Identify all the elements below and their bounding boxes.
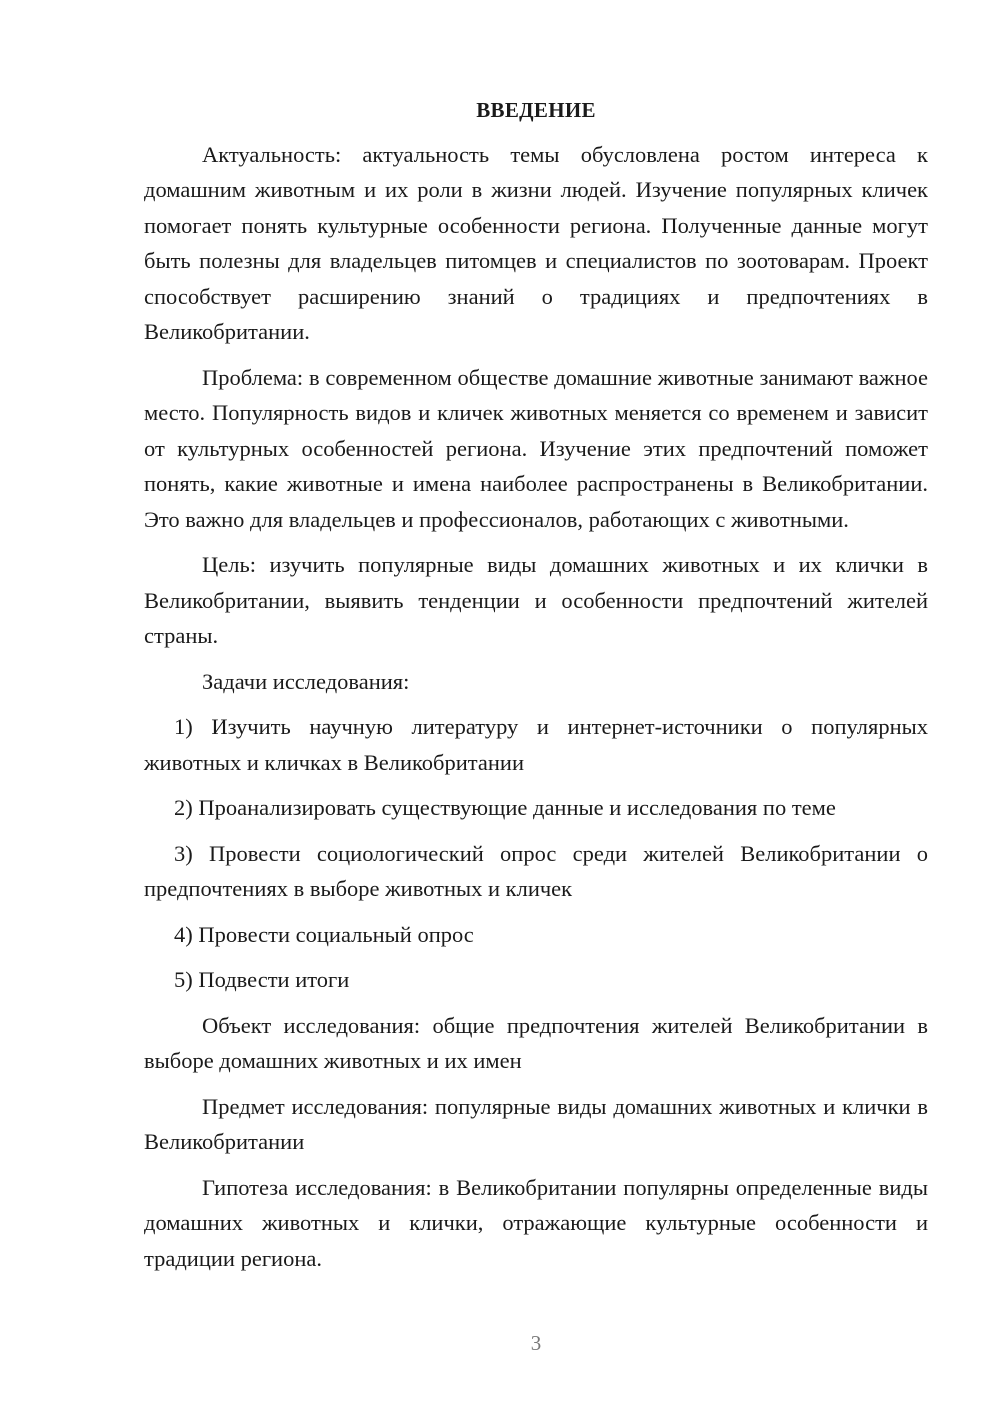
paragraph-hypothesis: Гипотеза исследования: в Великобритании популярны определенные виды домашних животных и клички, отражающие культурные особенности и традиции региона. xyxy=(144,1174,928,1271)
page-title: ВВЕДЕНИЕ xyxy=(476,98,596,122)
paragraph-problem: Проблема: в современном обществе домашние животные занимают важное место. Популярность видов и кличек животных меняется со временем и зависит от культурных особенностей региона. Изучение этих предпочтений поможет понять, какие животные и имена наиболее распространены в Великобритании. Это важно для владельцев и профессионалов, работающих с животными. xyxy=(144,364,928,532)
paragraph-object: Объект исследования: общие предпочтения жителей Великобритании в выборе домашних животных и их имен xyxy=(144,1012,928,1073)
paragraph-goal: Цель: изучить популярные виды домашних животных и их клички в Великобритании, выявить тенденции и особенности предпочтений жителей страны. xyxy=(144,552,928,648)
paragraph-relevance: Актуальность: актуальность темы обусловлена ростом интереса к домашним животным и их роли в жизни людей. Изучение популярных кличек помогает понять культурные особенности региона. Полученные данные могут быть полезны для владельцев питомцев и специалистов по зоотоварам. Проект способствует расширению знаний о традициях и предпочтениях в Великобритании. xyxy=(144,141,928,344)
task-item-3: 3) Провести социологический опрос среди жителей Великобритании о предпочтениях в выборе животных и кличек xyxy=(144,840,928,901)
paragraph-subject: Предмет исследования: популярные виды домашних животных и клички в Великобритании xyxy=(144,1093,928,1154)
tasks-heading: Задачи исследования: xyxy=(202,668,410,694)
task-item-5: 5) Подвести итоги xyxy=(174,967,350,992)
task-item-2: 2) Проанализировать существующие данные и исследования по теме xyxy=(174,795,836,820)
page-body xyxy=(144,93,928,1286)
page-number: 3 xyxy=(530,1331,542,1355)
task-item-1: 1) Изучить научную литературу и интернет-источники о популярных животных и кличках в Великобритании xyxy=(144,714,928,775)
task-item-4: 4) Провести социальный опрос xyxy=(174,921,474,947)
